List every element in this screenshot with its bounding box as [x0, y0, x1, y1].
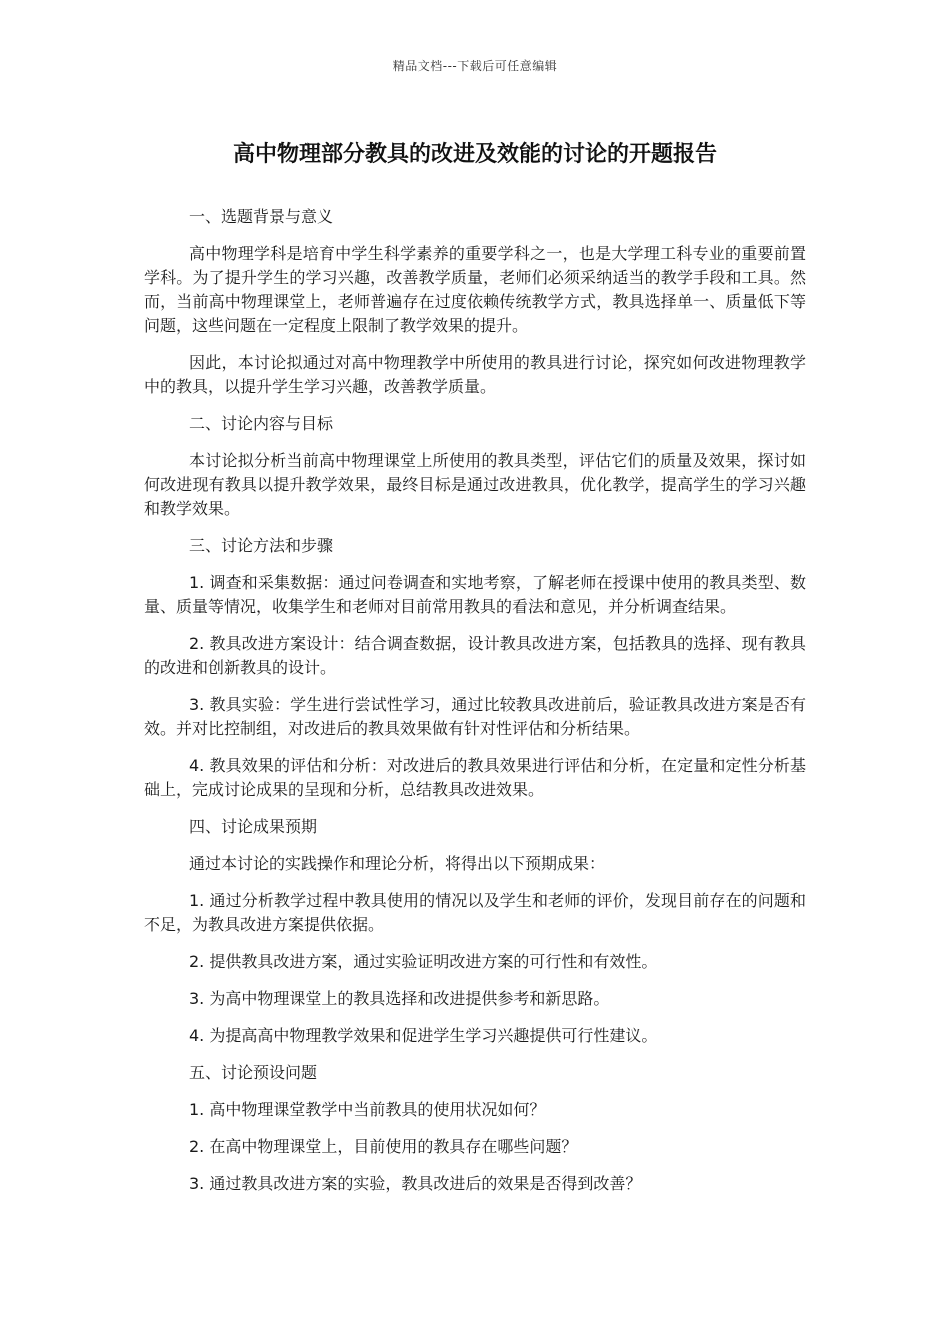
list-item: 3. 为高中物理课堂上的教具选择和改进提供参考和新思路。 — [189, 989, 610, 1008]
section-heading-5: 五、讨论预设问题 — [189, 1063, 318, 1082]
header-note: 精品文档---下载后可任意编辑 — [392, 59, 558, 73]
list-item: 3. 通过教具改进方案的实验，教具改进后的效果是否得到改善？ — [189, 1174, 642, 1193]
paragraph: 通过本讨论的实践操作和理论分析，将得出以下预期成果： — [189, 854, 606, 873]
list-item: 4. 为提高高中物理教学效果和促进学生学习兴趣提供可行性建议。 — [189, 1026, 658, 1045]
list-item: 1. 通过分析教学过程中教具使用的情况以及学生和老师的评价，发现目前存在的问题和不足，为教具改进方案提供依据。 — [144, 891, 806, 934]
paragraph: 因此，本讨论拟通过对高中物理教学中所使用的教具进行讨论，探究如何改进物理教学中的教具，以提升学生学习兴趣，改善教学质量。 — [144, 353, 806, 396]
section-heading-3: 三、讨论方法和步骤 — [189, 536, 334, 555]
list-item: 2. 提供教具改进方案，通过实验证明改进方案的可行性和有效性。 — [189, 952, 658, 971]
list-item: 1. 高中物理课堂教学中当前教具的使用状况如何？ — [189, 1100, 546, 1119]
page-title: 高中物理部分教具的改进及效能的讨论的开题报告 — [232, 142, 717, 167]
list-item: 4. 教具效果的评估和分析：对改进后的教具效果进行评估和分析，在定量和定性分析基础上，完成讨论成果的呈现和分析，总结教具改进效果。 — [144, 756, 806, 799]
section-heading-4: 四、讨论成果预期 — [189, 817, 318, 836]
list-item: 1. 调查和采集数据：通过问卷调查和实地考察，了解老师在授课中使用的教具类型、数量、质量等情况，收集学生和老师对目前常用教具的看法和意见，并分析调查结果。 — [144, 573, 806, 616]
document-body — [144, 205, 806, 1209]
section-heading-1: 一、选题背景与意义 — [189, 207, 334, 226]
list-item: 2. 教具改进方案设计：结合调查数据，设计教具改进方案，包括教具的选择、现有教具的改进和创新教具的设计。 — [144, 634, 806, 677]
paragraph: 本讨论拟分析当前高中物理课堂上所使用的教具类型，评估它们的质量及效果，探讨如何改进现有教具以提升教学效果，最终目标是通过改进教具，优化教学，提高学生的学习兴趣和教学效果。 — [144, 451, 806, 518]
list-item: 3. 教具实验：学生进行尝试性学习，通过比较教具改进前后，验证教具改进方案是否有效。并对比控制组，对改进后的教具效果做有针对性评估和分析结果。 — [144, 695, 806, 738]
section-heading-2: 二、讨论内容与目标 — [189, 414, 334, 433]
paragraph: 高中物理学科是培育中学生科学素养的重要学科之一，也是大学理工科专业的重要前置学科。为了提升学生的学习兴趣，改善教学质量，老师们必须采纳适当的教学手段和工具。然而，当前高中物理课堂上，老师普遍存在过度依赖传统教学方式，教具选择单一、质量低下等问题，这些问题在一定程度上限制了教学效果的提升。 — [144, 244, 806, 335]
list-item: 2. 在高中物理课堂上，目前使用的教具存在哪些问题？ — [189, 1137, 578, 1156]
